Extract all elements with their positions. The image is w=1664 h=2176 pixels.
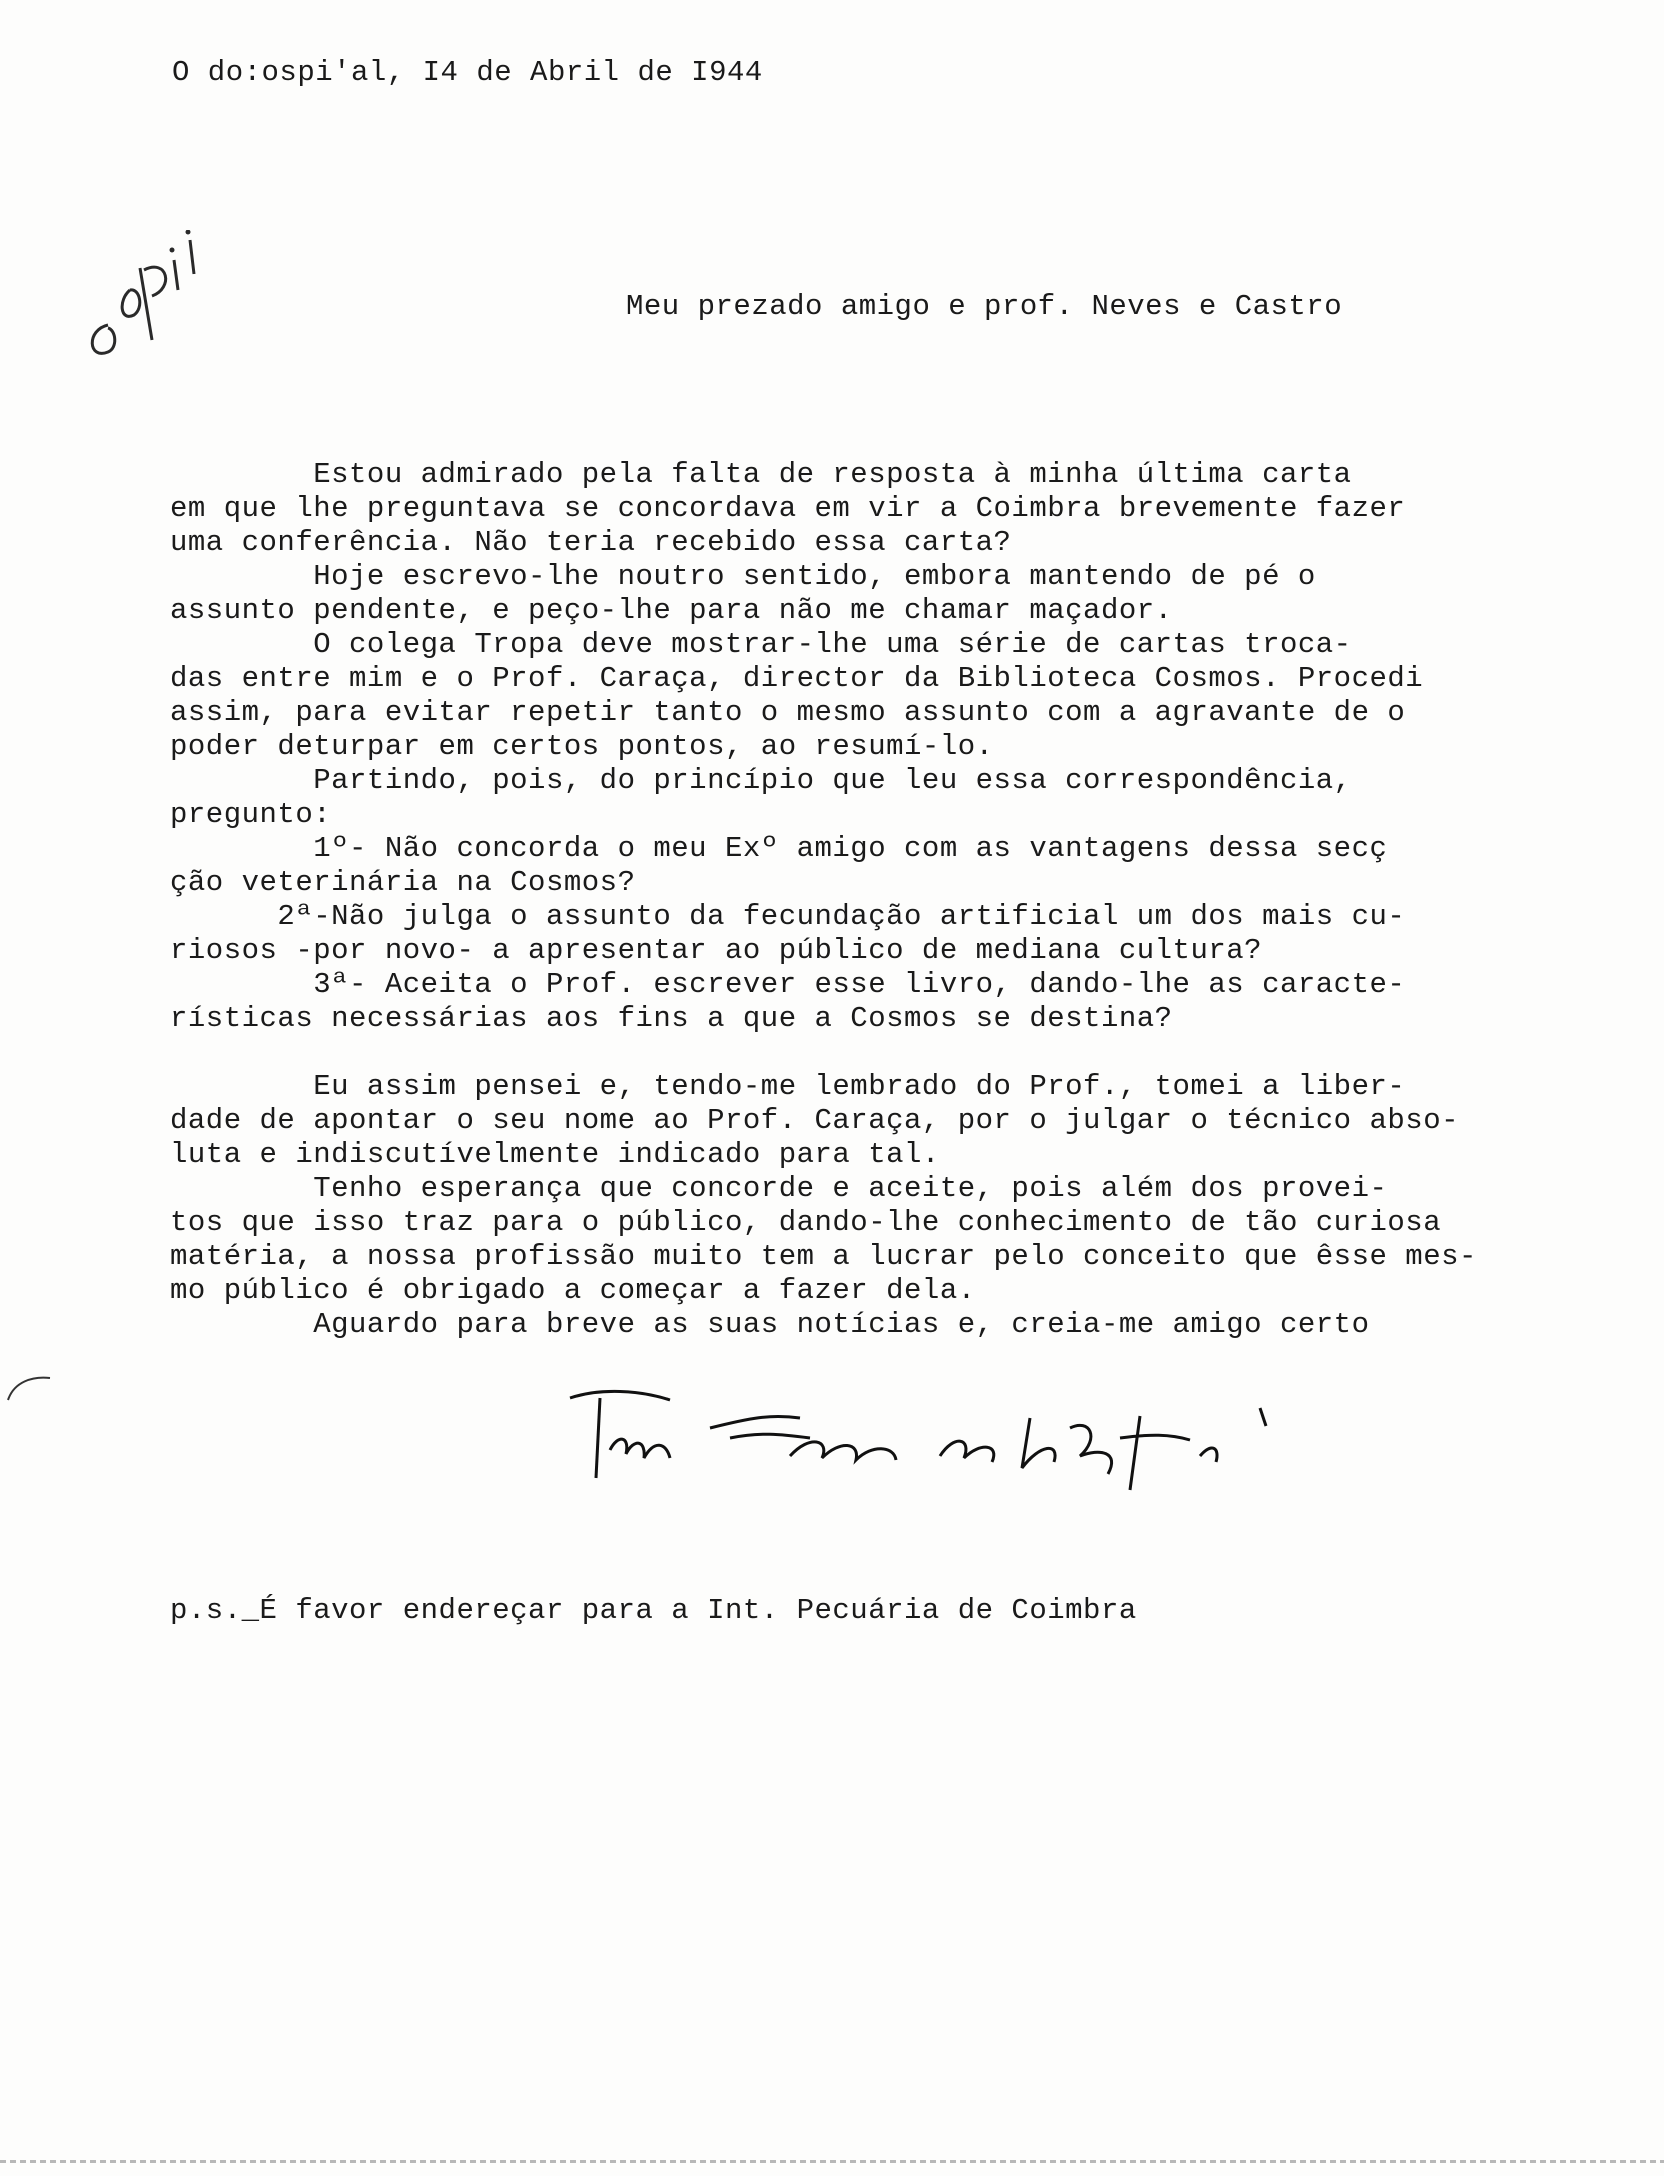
body-line: matéria, a nossa profissão muito tem a lucrar pelo conceito que êsse mes- — [170, 1240, 1477, 1273]
body-line: 3ª- Aceita o Prof. escrever esse livro, dando-lhe as caracte- — [170, 968, 1406, 1001]
salutation: Meu prezado amigo e prof. Neves e Castro — [626, 290, 1343, 323]
body-line: Estou admirado pela falta de resposta à minha última carta — [170, 458, 1352, 491]
body-line: assim, para evitar repetir tanto o mesmo assunto com a agravante de o — [170, 696, 1406, 729]
copia-annotation — [78, 230, 208, 370]
body-line: riosos -por novo- a apresentar ao público de mediana cultura? — [170, 934, 1263, 967]
body-line: Partindo, pois, do princípio que leu essa correspondência, — [170, 764, 1352, 797]
body-line: das entre mim e o Prof. Caraça, director da Biblioteca Cosmos. Procedi — [170, 662, 1424, 695]
body-line: mo público é obrigado a começar a fazer dela. — [170, 1274, 976, 1307]
body-line: assunto pendente, e peço-lhe para não me chamar maçador. — [170, 594, 1173, 627]
margin-mark-icon — [4, 1370, 54, 1410]
dateline: O do:ospi'al, I4 de Abril de I944 — [172, 56, 763, 89]
body-line: Tenho esperança que concorde e aceite, pois além dos provei- — [170, 1172, 1388, 1205]
body-line: pregunto: — [170, 798, 332, 831]
paragraph-gap — [170, 1036, 1620, 1070]
letter-body — [170, 458, 1620, 1342]
body-line: dade de apontar o seu nome ao Prof. Caraça, por o julgar o técnico abso- — [170, 1104, 1460, 1137]
body-line: rísticas necessárias aos fins a que a Cosmos se destina? — [170, 1002, 1173, 1035]
bottom-edge-rule — [0, 2160, 1664, 2163]
body-line: Eu assim pensei e, tendo-me lembrado do Prof., tomei a liber- — [170, 1070, 1406, 1103]
body-line: em que lhe preguntava se concordava em vir a Coimbra brevemente fazer — [170, 492, 1406, 525]
body-line: luta e indiscutívelmente indicado para tal. — [170, 1138, 940, 1171]
body-line: 2ª-Não julga o assunto da fecundação artificial um dos mais cu- — [170, 900, 1406, 933]
body-line: 1º- Não concorda o meu Exº amigo com as vantagens dessa secç — [170, 832, 1388, 865]
body-line: tos que isso traz para o público, dando-lhe conhecimento de tão curiosa — [170, 1206, 1442, 1239]
body-line: Aguardo para breve as suas notícias e, creia-me amigo certo — [170, 1308, 1370, 1341]
body-line: poder deturpar em certos pontos, ao resumí-lo. — [170, 730, 994, 763]
body-line: uma conferência. Não teria recebido essa carta? — [170, 526, 1012, 559]
body-line: O colega Tropa deve mostrar-lhe uma série de cartas troca- — [170, 628, 1352, 661]
signature — [560, 1378, 1320, 1498]
body-line: Hoje escrevo-lhe noutro sentido, embora mantendo de pé o — [170, 560, 1316, 593]
body-line: ção veterinária na Cosmos? — [170, 866, 636, 899]
postscript: p.s._É favor endereçar para a Int. Pecuária de Coimbra — [170, 1594, 1137, 1627]
